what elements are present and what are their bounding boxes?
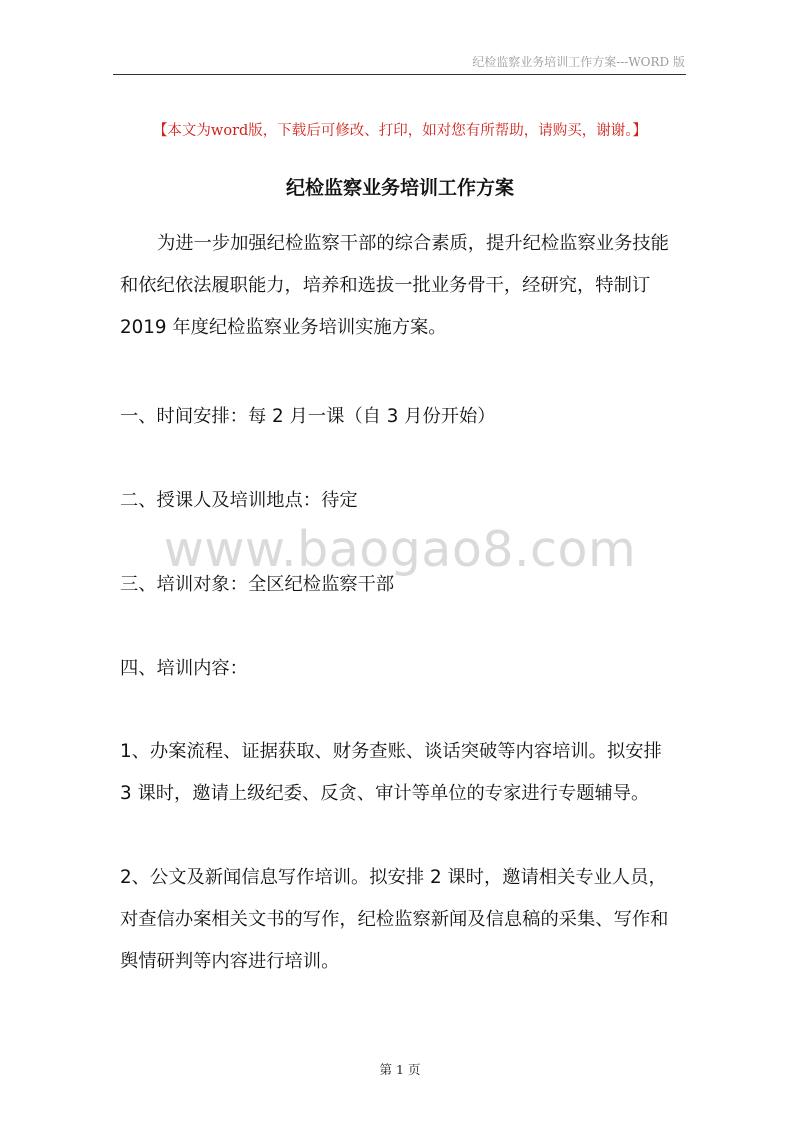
content-item-1 <box>120 731 690 815</box>
item2-line-2: 对查信办案相关文书的写作，纪检监察新闻及信息稿的采集、写作和 <box>120 909 669 930</box>
intro-line-1: 为进一步加强纪检监察干部的综合素质，提升纪检监察业务技能 <box>157 233 669 254</box>
intro-line-2: 和依纪依法履职能力，培养和选拔一批业务骨干，经研究，特制订 <box>120 275 651 296</box>
content-item-2 <box>120 857 690 983</box>
watermark: www.baogao8.com <box>163 521 637 578</box>
running-header: 纪检监察业务培训工作方案---WORD 版 <box>472 55 685 69</box>
header-divider <box>113 74 686 75</box>
section-lecturer-location: 二、授课人及培训地点：待定 <box>120 490 358 511</box>
item2-line-1: 2、公文及新闻信息写作培训。拟安排 2 课时，邀请相关专业人员， <box>120 867 667 888</box>
intro-paragraph <box>120 223 690 349</box>
section-time-arrangement: 一、时间安排：每 2 月一课（自 3 月份开始） <box>120 406 496 427</box>
intro-line-3: 2019 年度纪检监察业务培训实施方案。 <box>120 317 447 338</box>
section-training-content: 四、培训内容： <box>120 658 248 679</box>
purchase-notice: 【本文为word版，下载后可修改、打印，如对您有所帮助，请购买，谢谢。】 <box>152 123 648 139</box>
item1-line-2: 3 课时，邀请上级纪委、反贪、审计等单位的专家进行专题辅导。 <box>120 783 650 804</box>
item2-line-3: 舆情研判等内容进行培训。 <box>120 951 340 972</box>
item1-line-1: 1、办案流程、证据获取、财务查账、谈话突破等内容培训。拟安排 <box>120 741 662 762</box>
document-title: 纪检监察业务培训工作方案 <box>285 177 514 199</box>
page-number: 第 1 页 <box>379 1062 421 1077</box>
section-training-audience: 三、培训对象：全区纪检监察干部 <box>120 574 395 595</box>
